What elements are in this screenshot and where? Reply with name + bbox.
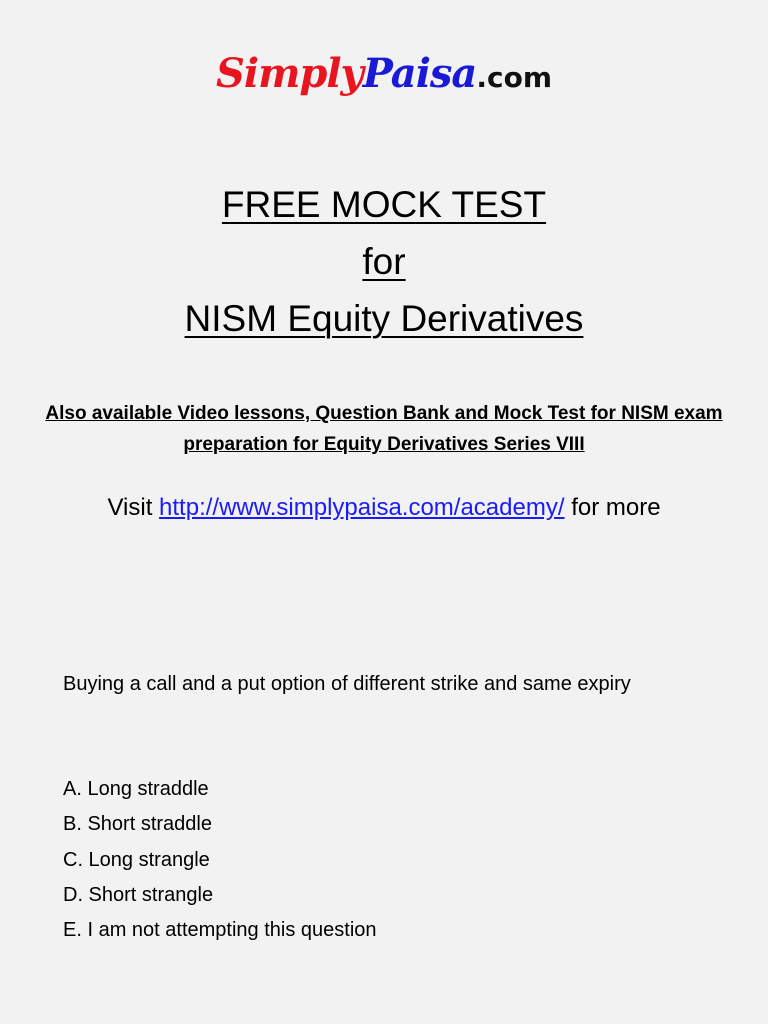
visit-line xyxy=(0,490,768,526)
subtitle: Also available Video lessons, Question Bank and Mock Test for NISM exam preparation for Equity Derivatives Series VIII xyxy=(45,403,723,455)
answer-options xyxy=(63,772,723,948)
visit-prefix: Visit xyxy=(107,494,153,521)
title-line-3-text: NISM Equity Derivatives xyxy=(184,298,584,339)
page-title xyxy=(0,176,768,347)
title-line-1 xyxy=(0,176,768,233)
logo-simply-text: Simply xyxy=(215,50,363,97)
title-line-3 xyxy=(0,290,768,347)
logo-dotcom-text: .com xyxy=(476,61,553,94)
option-e: E. I am not attempting this question xyxy=(63,919,377,942)
simplypaisa-logo xyxy=(0,50,768,97)
option-a: A. Long straddle xyxy=(63,778,209,800)
visit-suffix: for more xyxy=(571,494,661,521)
logo-paisa-text: Paisa xyxy=(362,50,477,97)
title-line-2-text: for xyxy=(362,241,406,282)
title-line-2 xyxy=(0,233,768,290)
option-c: C. Long strangle xyxy=(63,848,210,871)
option-d: D. Short strangle xyxy=(63,883,214,906)
academy-link[interactable]: http://www.simplypaisa.com/academy/ xyxy=(159,494,565,521)
title-line-1-text: FREE MOCK TEST xyxy=(221,184,547,225)
question-text: Buying a call and a put option of different strike and same expiry xyxy=(63,673,631,695)
option-b: B. Short straddle xyxy=(63,813,212,836)
